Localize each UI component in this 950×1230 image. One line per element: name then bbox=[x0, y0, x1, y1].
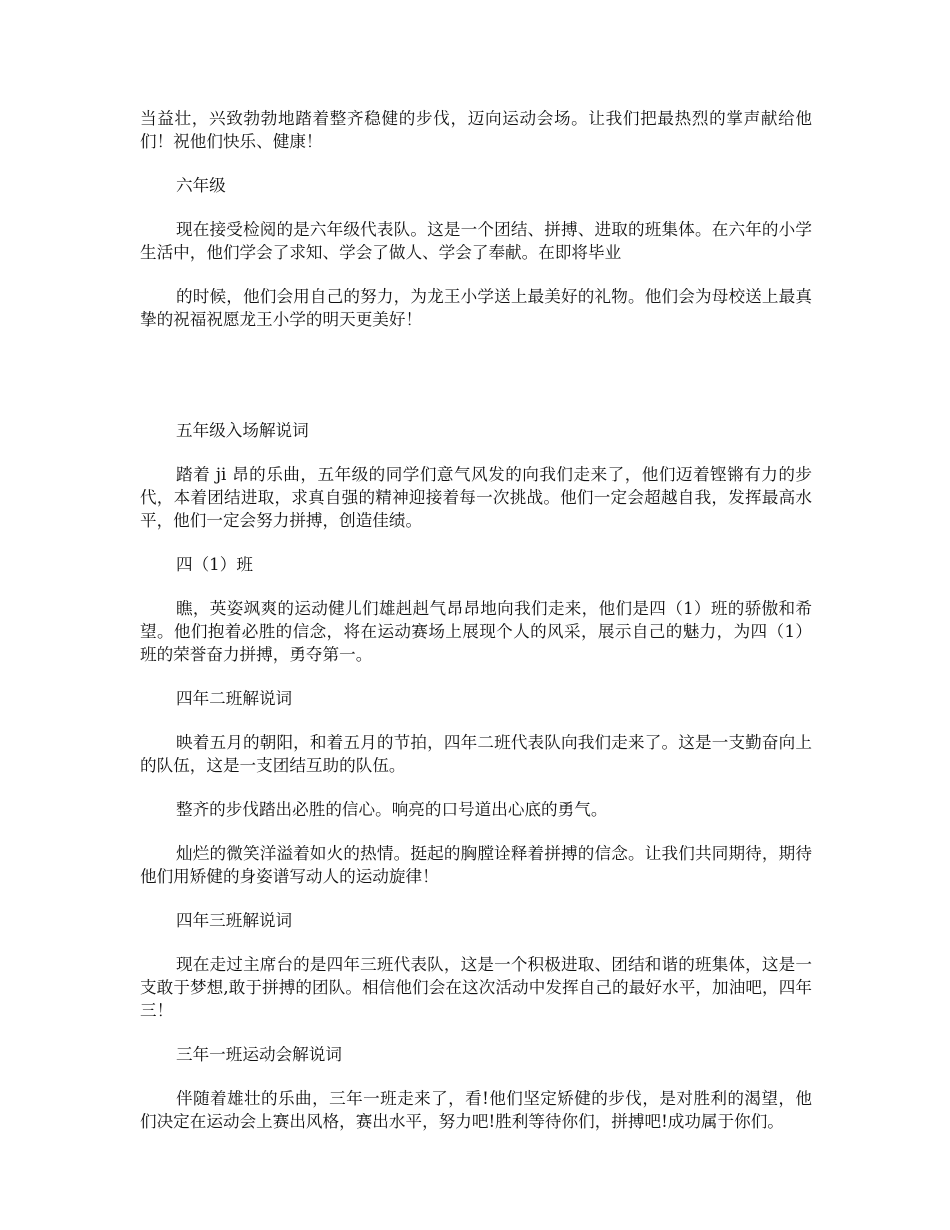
paragraph-closing-previous: 当益壮，兴致勃勃地踏着整齐稳健的步伐，迈向运动会场。让我们把最热烈的掌声献给他们！祝他们快乐、健康！ bbox=[140, 109, 812, 151]
paragraph-class-4-2-1: 映着五月的朝阳，和着五月的节拍，四年二班代表队向我们走来了。这是一支勤奋向上的队伍，这是一支团结互助的队伍。 bbox=[140, 733, 812, 775]
paragraph-class-4-3: 现在走过主席台的是四年三班代表队，这是一个积极进取、团结和谐的班集体，这是一支敢于梦想,敢于拼搏的团队。相信他们会在这次活动中发挥自己的最好水平，加油吧，四年三！ bbox=[140, 955, 812, 1020]
paragraph-grade-six-1: 现在接受检阅的是六年级代表队。这是一个团结、拼搏、进取的班集体。在六年的小学生活中，他们学会了求知、学会了做人、学会了奉献。在即将毕业 bbox=[140, 220, 812, 262]
heading-grade-six: 六年级 bbox=[176, 176, 226, 195]
paragraph-class-4-2-2: 整齐的步伐踏出必胜的信心。响亮的口号道出心底的勇气。 bbox=[176, 800, 608, 819]
paragraph-grade-six-2: 的时候，他们会用自己的努力，为龙王小学送上最美好的礼物。他们会为母校送上最真挚的祝福祝愿龙王小学的明天更美好！ bbox=[140, 287, 812, 329]
paragraph-class-4-1: 瞧，英姿飒爽的运动健儿们雄赳赳气昂昂地向我们走来，他们是四（1）班的骄傲和希望。他们抱着必胜的信念，将在运动赛场上展现个人的风采，展示自己的魅力，为四（1）班的荣誉奋力拼搏，勇夺第一。 bbox=[140, 599, 812, 664]
document-page bbox=[140, 107, 812, 1133]
paragraph-class-3-1: 伴随着雄壮的乐曲，三年一班走来了，看!他们坚定矫健的步伐，是对胜利的渴望，他们决定在运动会上赛出风格，赛出水平，努力吧!胜利等待你们，拼搏吧!成功属于你们。 bbox=[140, 1089, 812, 1131]
heading-class-3-1: 三年一班运动会解说词 bbox=[176, 1045, 342, 1064]
heading-class-4-1: 四（1）班 bbox=[176, 555, 253, 574]
paragraph-grade-five: 踏着 ji 昂的乐曲，五年级的同学们意气风发的向我们走来了，他们迈着铿锵有力的步代，本着团结进取，求真自强的精神迎接着每一次挑战。他们一定会超越自我，发挥最高水平，他们一定会努力拼搏，创造佳绩。 bbox=[140, 465, 812, 530]
heading-class-4-2: 四年二班解说词 bbox=[176, 689, 293, 708]
paragraph-class-4-2-3: 灿烂的微笑洋溢着如火的热情。挺起的胸膛诠释着拼搏的信念。让我们共同期待，期待他们用矫健的身姿谱写动人的运动旋律！ bbox=[140, 844, 812, 886]
heading-grade-five: 五年级入场解说词 bbox=[176, 421, 309, 440]
heading-class-4-3: 四年三班解说词 bbox=[176, 911, 293, 930]
